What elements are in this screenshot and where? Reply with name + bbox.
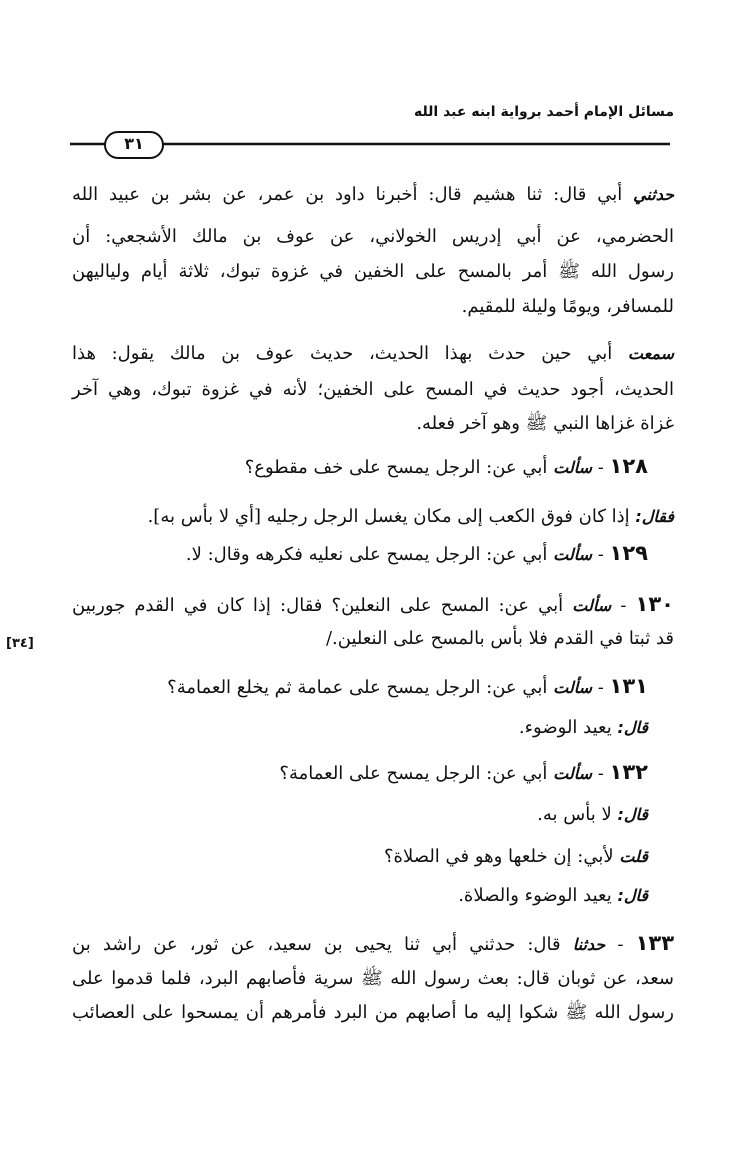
question-131: ١٣١ - سألت أبي عن: الرجل يمسح على عمامة ثم يخلع العمامة؟ bbox=[167, 674, 648, 698]
text-line: رسول الله ﷺ شكوا إليه ما أصابهم من البرد فأمرهم أن يمسحوا على العصائب bbox=[72, 1002, 674, 1023]
text-line: الحديث، أجود حديث في المسح على الخفين؛ لأنه في غزوة تبوك، وهي آخر bbox=[72, 379, 674, 400]
answer-line: قال: يعيد الوضوء والصلاة. bbox=[458, 885, 648, 906]
text-line: غزاة غزاها النبي ﷺ وهو آخر فعله. bbox=[416, 413, 674, 434]
page-number: ٣١ bbox=[124, 134, 144, 153]
text-line: رسول الله ﷺ أمر بالمسح على الخفين في غزوة تبوك، ثلاثة أيام ولياليهن bbox=[72, 261, 674, 282]
running-header: مسائل الإمام أحمد برواية ابنه عبد الله bbox=[413, 104, 674, 120]
text-line: حدثني أبي قال: ثنا هشيم قال: أخبرنا داود بن عمر، عن بشر بن عبيد الله bbox=[72, 184, 674, 205]
text-line: سمعت أبي حين حدث بهذا الحديث، حديث عوف بن مالك يقول: هذا bbox=[72, 343, 675, 364]
text-line: سعد، عن ثوبان قال: بعث رسول الله ﷺ سرية فأصابهم البرد، فلما قدموا على bbox=[72, 968, 674, 989]
answer-line: قال: يعيد الوضوء. bbox=[518, 717, 648, 738]
question-132: ١٣٢ - سألت أبي عن: الرجل يمسح على العمامة؟ bbox=[279, 760, 648, 784]
answer-line: فقال: إذا كان فوق الكعب إلى مكان يغسل الرجل رجليه [أي لا بأس به]. bbox=[147, 506, 674, 527]
answer-line: قال: لا بأس به. bbox=[537, 804, 648, 825]
margin-reference: [٣٤] bbox=[6, 636, 34, 651]
question-128: ١٢٨ - سألت أبي عن: الرجل يمسح على خف مقطوع؟ bbox=[244, 454, 648, 478]
question-130: ١٣٠ - سألت أبي عن: المسح على النعلين؟ فقال: إذا كان في القدم جوربين bbox=[72, 592, 674, 616]
follow-up-question: قلت لأبي: إن خلعها وهو في الصلاة؟ bbox=[383, 846, 648, 867]
text-line: الحضرمي، عن أبي إدريس الخولاني، عن عوف بن مالك الأشجعي: أن bbox=[72, 226, 674, 247]
text-line: قد ثبتا في القدم فلا بأس بالمسح على النعلين./ bbox=[325, 628, 674, 649]
question-129: ١٢٩ - سألت أبي عن: الرجل يمسح على نعليه فكرهه وقال: لا. bbox=[185, 541, 648, 565]
text-line: للمسافر، ويومًا وليلة للمقيم. bbox=[461, 296, 674, 317]
hadith-133: ١٣٣ - حدثنا قال: حدثني أبي ثنا يحيى بن سعيد، عن ثور، عن راشد بن bbox=[72, 931, 675, 955]
